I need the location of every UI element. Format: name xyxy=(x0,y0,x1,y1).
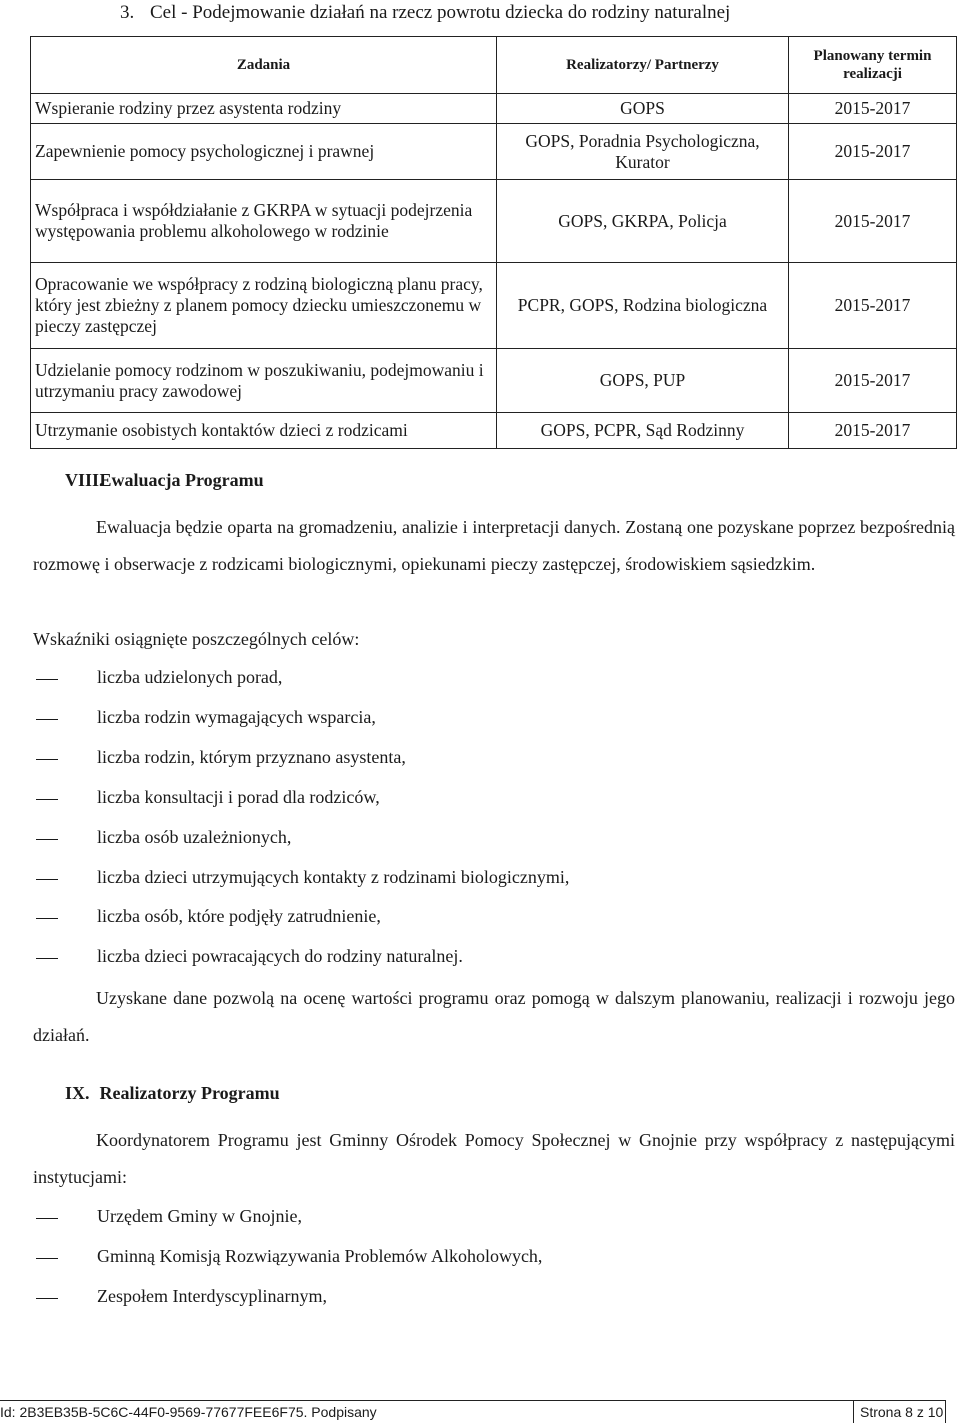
task-cell: Współpraca i współdziałanie z GKRPA w sytuacji podejrzenia występowania problemu alkoholowego w rodzinie xyxy=(31,180,497,263)
term-cell: 2015-2017 xyxy=(789,413,957,449)
partner-cell: GOPS xyxy=(497,94,789,124)
table-row xyxy=(31,349,957,413)
dash-icon xyxy=(36,879,58,880)
footer-separator xyxy=(853,1400,854,1423)
header-tasks: Zadania xyxy=(31,37,497,94)
task-cell: Wspieranie rodziny przez asystenta rodziny xyxy=(31,94,497,124)
section-8-number: VIII. xyxy=(65,470,104,490)
partner-cell: GOPS, GKRPA, Policja xyxy=(497,180,789,263)
footer-divider xyxy=(0,1400,945,1401)
tasks-table xyxy=(30,36,957,449)
dash-icon xyxy=(36,839,58,840)
dash-icon xyxy=(36,1218,58,1219)
term-cell: 2015-2017 xyxy=(789,349,957,413)
section-3-title: Cel - Podejmowanie działań na rzecz powrotu dziecka do rodziny naturalnej xyxy=(150,2,731,23)
page-number: Strona 8 z 10 xyxy=(860,1404,944,1420)
partner-cell: GOPS, PCPR, Sąd Rodzinny xyxy=(497,413,789,449)
dash-icon xyxy=(36,958,58,959)
task-cell: Opracowanie we współpracy z rodziną biologiczną planu pracy, który jest zbieżny z planem pomocy dziecku umieszczonemu w pieczy zastępczej xyxy=(31,263,497,349)
section-9-heading xyxy=(65,1083,280,1104)
section-3-heading xyxy=(120,2,730,24)
footer-edge xyxy=(945,1400,946,1423)
document-id: Id: 2B3EB35B-5C6C-44F0-9569-77677FEE6F75. Podpisany xyxy=(0,1404,377,1420)
section-8-title: Ewaluacja Programu xyxy=(99,470,264,490)
task-cell: Udzielanie pomocy rodzinom w poszukiwaniu, podejmowaniu i utrzymaniu pracy zawodowej xyxy=(31,349,497,413)
coordinator-paragraph: Koordynatorem Programu jest Gminny Ośrodek Pomocy Społecznej w Gnojnie przy współpracy z następującymi instytucjami: xyxy=(33,1130,955,1187)
term-cell: 2015-2017 xyxy=(789,124,957,180)
indicators-intro: Wskaźniki osiągnięte poszczególnych celów: xyxy=(33,629,360,649)
section-8-heading xyxy=(65,470,264,491)
dash-icon xyxy=(36,1298,58,1299)
header-term: Planowany termin realizacji xyxy=(789,37,957,94)
section-9-title: Realizatorzy Programu xyxy=(99,1083,280,1103)
task-cell: Zapewnienie pomocy psychologicznej i prawnej xyxy=(31,124,497,180)
table-header-row xyxy=(31,37,957,94)
table-row xyxy=(31,94,957,124)
section-3-number: 3. xyxy=(120,2,135,23)
term-cell: 2015-2017 xyxy=(789,263,957,349)
partner-cell: GOPS, PUP xyxy=(497,349,789,413)
dash-icon xyxy=(36,918,58,919)
table-row xyxy=(31,180,957,263)
dash-icon xyxy=(36,759,58,760)
table-row xyxy=(31,263,957,349)
header-partners: Realizatorzy/ Partnerzy xyxy=(497,37,789,94)
partner-cell: GOPS, Poradnia Psychologiczna, Kurator xyxy=(497,124,789,180)
table-row xyxy=(31,413,957,449)
dash-icon xyxy=(36,1258,58,1259)
table-row xyxy=(31,124,957,180)
term-cell: 2015-2017 xyxy=(789,180,957,263)
evaluation-closing: Uzyskane dane pozwolą na ocenę wartości programu oraz pomogą w dalszym planowaniu, realizacji i rozwoju jego działań. xyxy=(33,988,955,1045)
task-cell: Utrzymanie osobistych kontaktów dzieci z rodzicami xyxy=(31,413,497,449)
dash-icon xyxy=(36,799,58,800)
dash-icon xyxy=(36,719,58,720)
section-9-number: IX. xyxy=(65,1083,90,1103)
term-cell: 2015-2017 xyxy=(789,94,957,124)
evaluation-paragraph: Ewaluacja będzie oparta na gromadzeniu, analizie i interpretacji danych. Zostaną one pozyskane poprzez bezpośrednią rozmowę i obserwacje z rodzicami biologicznymi, opiekunami pieczy zastępczej, środowiskiem sąsiedzkim. xyxy=(33,517,955,574)
partner-cell: PCPR, GOPS, Rodzina biologiczna xyxy=(497,263,789,349)
dash-icon xyxy=(36,679,58,680)
